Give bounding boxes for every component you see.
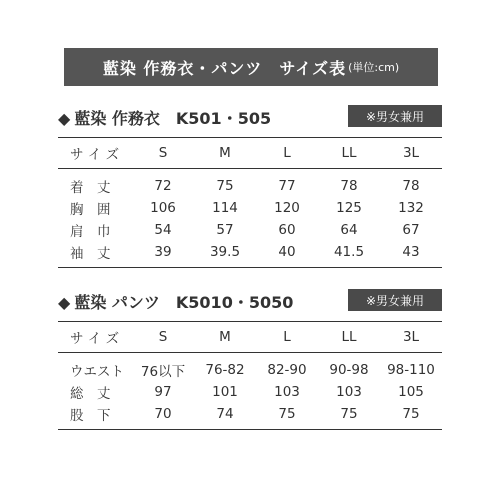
samue-unisex-badge: ※男女兼用 xyxy=(348,105,442,127)
samue-title xyxy=(58,106,271,129)
pants-name: 藍染 パンツ xyxy=(74,293,160,312)
samue-size-table xyxy=(58,137,442,268)
table-row xyxy=(58,169,442,198)
header-cell: サ イ ズ xyxy=(58,322,132,353)
header-cell: LL xyxy=(318,138,380,169)
table-row xyxy=(58,381,442,403)
table-cell: 78 xyxy=(340,178,358,194)
samue-header xyxy=(58,103,442,131)
table-cell: 74 xyxy=(194,403,256,430)
table-cell: 78 xyxy=(402,178,420,194)
table-cell: 105 xyxy=(398,384,424,400)
pants-model: K5010・5050 xyxy=(175,293,294,312)
row-label: 肩 巾 xyxy=(70,224,111,240)
header-cell: M xyxy=(194,138,256,169)
header-cell: M xyxy=(194,322,256,353)
pants-header xyxy=(58,287,442,315)
table-row xyxy=(58,219,442,241)
table-cell: 132 xyxy=(398,200,424,216)
table-row xyxy=(58,403,442,430)
table-cell: 75 xyxy=(256,403,318,430)
header-cell: LL xyxy=(318,322,380,353)
banner-unit: (単位:cm) xyxy=(348,61,400,74)
diamond-bullet-icon: ◆ xyxy=(58,109,71,128)
table-header-row xyxy=(58,138,442,169)
table-cell: 82-90 xyxy=(267,362,307,378)
table-cell: 75 xyxy=(380,403,442,430)
pants-section xyxy=(58,287,442,430)
row-label: 袖 丈 xyxy=(58,241,132,268)
table-cell: 114 xyxy=(212,200,238,216)
pants-unisex-badge: ※男女兼用 xyxy=(348,289,442,311)
table-header-row xyxy=(58,322,442,353)
table-cell: 67 xyxy=(402,222,420,238)
table-cell: 72 xyxy=(154,178,172,194)
table-cell: 76-82 xyxy=(205,362,245,378)
diamond-bullet-icon: ◆ xyxy=(58,293,71,312)
table-cell: 76以下 xyxy=(140,364,186,380)
table-cell: 106 xyxy=(150,200,176,216)
table-cell: 103 xyxy=(336,384,362,400)
table-cell: 39.5 xyxy=(194,241,256,268)
table-cell: 41.5 xyxy=(318,241,380,268)
pants-title xyxy=(58,290,293,313)
banner-title: 藍染 作務衣・パンツ サイズ表 xyxy=(102,58,347,78)
samue-model: K501・505 xyxy=(175,109,272,128)
samue-section xyxy=(58,103,442,268)
table-cell: 70 xyxy=(132,403,194,430)
pants-size-table xyxy=(58,321,442,430)
row-label: 股 下 xyxy=(58,403,132,430)
row-label: ウエスト xyxy=(70,364,124,380)
table-cell: 60 xyxy=(278,222,296,238)
table-cell: 43 xyxy=(380,241,442,268)
header-cell: S xyxy=(132,138,194,169)
table-cell: 103 xyxy=(274,384,300,400)
table-cell: 40 xyxy=(256,241,318,268)
header-cell: L xyxy=(256,322,318,353)
header-cell: 3L xyxy=(380,138,442,169)
title-banner xyxy=(64,48,438,86)
header-cell: S xyxy=(132,322,194,353)
row-label: 着 丈 xyxy=(70,180,111,196)
table-cell: 57 xyxy=(216,222,234,238)
table-cell: 75 xyxy=(216,178,234,194)
table-cell: 125 xyxy=(336,200,362,216)
table-cell: 97 xyxy=(154,384,172,400)
header-cell: サ イ ズ xyxy=(58,138,132,169)
table-cell: 54 xyxy=(154,222,172,238)
table-cell: 101 xyxy=(212,384,238,400)
table-cell: 120 xyxy=(274,200,300,216)
row-label: 総 丈 xyxy=(70,386,111,402)
table-cell: 64 xyxy=(340,222,358,238)
samue-name: 藍染 作務衣 xyxy=(74,109,160,128)
table-cell: 90-98 xyxy=(329,362,369,378)
header-cell: 3L xyxy=(380,322,442,353)
table-cell: 98-110 xyxy=(387,362,435,378)
table-cell: 77 xyxy=(278,178,296,194)
header-cell: L xyxy=(256,138,318,169)
table-cell: 39 xyxy=(132,241,194,268)
table-row xyxy=(58,241,442,268)
row-label: 胸 囲 xyxy=(70,202,111,218)
table-row xyxy=(58,197,442,219)
table-row xyxy=(58,353,442,382)
table-cell: 75 xyxy=(318,403,380,430)
